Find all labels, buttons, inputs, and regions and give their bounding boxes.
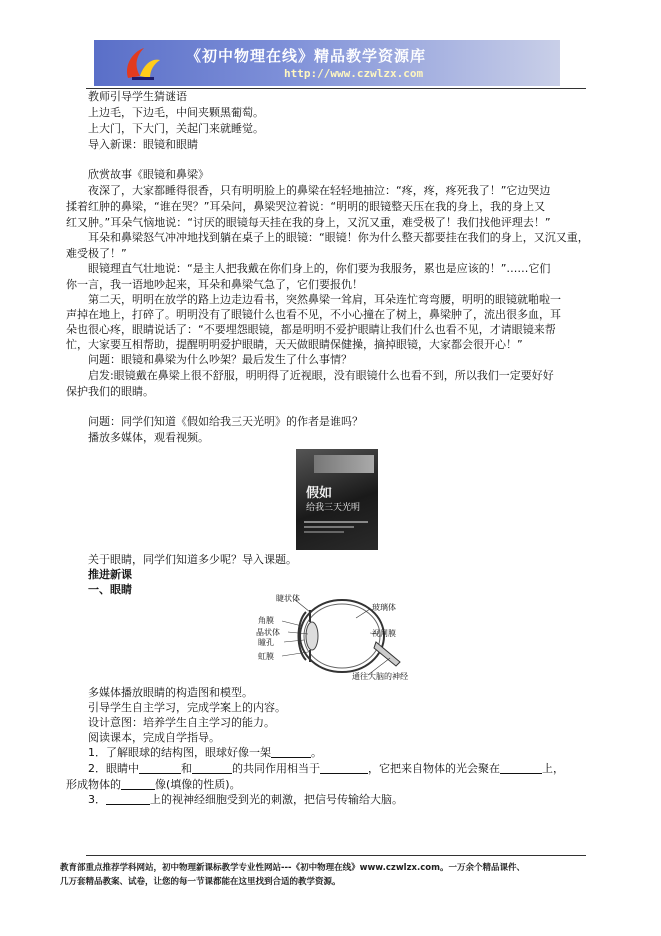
question-2-blank-3[interactable] (320, 761, 368, 774)
riddle-line-1: 上边毛，下边毛，中间夹颗黑葡萄。 (88, 106, 264, 119)
banner-url: http://www.czwlzx.com (284, 67, 424, 80)
book-cover-rule-3 (304, 531, 344, 533)
question-2-text-d: ，它把来自物体的光会聚在 (368, 762, 500, 775)
riddle-intro: 教师引导学生猜谜语 (88, 90, 187, 103)
question-2-text-g: 像(填像的性质)。 (155, 778, 241, 791)
story-p2-line2: 难受极了！” (66, 247, 127, 260)
book-question: 问题：同学们知道《假如给我三天光明》的作者是谁吗？ (88, 415, 363, 428)
footer-divider (86, 855, 586, 856)
label-cornea: 角膜 (258, 616, 274, 625)
question-3-text-a: 3． (88, 793, 106, 806)
activity-line-4: 阅读课本，完成自学指导。 (88, 731, 220, 744)
story-insight-line1: 启发:眼镜戴在鼻梁上很不舒服，明明得了近视眼，没有眼镜什么也看不到，所以我们一定要好好 (88, 369, 554, 382)
label-pupil: 瞳孔 (258, 638, 274, 647)
question-2-text-a: 2．眼睛中 (88, 762, 139, 775)
new-lesson-heading: 推进新课 (88, 568, 132, 581)
book-followup: 关于眼睛，同学们知道多少呢？导入课题。 (88, 553, 297, 566)
story-p1-line1: 夜深了，大家都睡得很香，只有明明脸上的鼻梁在轻轻地抽泣：“疼，疼，疼死我了！”它边哭边 (88, 184, 551, 197)
story-p1-line3: 红又肿。”耳朵气恼地说：“讨厌的眼镜每天挂在我的身上，又沉又重，难受极了！我们找他评理去！” (66, 216, 551, 229)
question-1-blank[interactable] (271, 745, 311, 758)
story-question: 问题：眼镜和鼻梁为什么吵架？最后发生了什么事情？ (88, 353, 352, 366)
question-2-blank-4[interactable] (500, 761, 542, 774)
story-heading: 欣赏故事《眼镜和鼻梁》 (88, 168, 209, 181)
question-1-text: 1．了解眼球的结构图，眼球好像一架 (88, 746, 271, 759)
label-lens: 晶状体 (256, 628, 280, 637)
story-p4-line4: 忙，大家要互相帮助，提醒明明爱护眼睛，天天做眼睛保健操，摘掉眼镜，大家都会很开心！” (66, 338, 523, 351)
question-2-text-c: 的共同作用相当于 (232, 762, 320, 775)
question-2-text-b: 和 (181, 762, 192, 775)
story-p3-line1: 眼镜理直气壮地说：“是主人把我戴在你们身上的，你们要为我服务，累也是应该的！”……它们 (88, 262, 551, 275)
question-2-cont (66, 777, 241, 793)
question-3-text-b: 上的视神经细胞受到光的刺激，把信号传输给大脑。 (150, 793, 403, 806)
label-vitreous: 玻璃体 (372, 603, 396, 612)
story-p1-line2: 揉着红肿的鼻梁，“谁在哭？”耳朵问，鼻梁哭泣着说：“明明的眼镜整天压在我的身上，我的身上又 (66, 200, 546, 213)
footer-line-2: 几万套精品教案、试卷，让您的每一节课都能在这里找到合适的教学资源。 (60, 877, 341, 887)
book-cover-title-2: 给我三天光明 (306, 503, 361, 513)
activity-line-1: 多媒体播放眼睛的构造图和模型。 (88, 686, 253, 699)
story-p4-line3: 朵也很心疼，眼睛说话了：“不要埋怨眼镜，都是明明不爱护眼睛让我们什么也看不见，才请眼镜来帮 (66, 323, 556, 336)
question-2-blank-2[interactable] (192, 761, 232, 774)
label-iris: 虹膜 (258, 652, 274, 661)
label-ciliary-body: 睫状体 (276, 594, 300, 603)
banner-title: 《初中物理在线》精品教学资源库 (186, 47, 427, 65)
question-1 (88, 745, 322, 761)
question-2-blank-1[interactable] (139, 761, 181, 774)
story-p2-line1: 耳朵和鼻梁怒气冲冲地找到躺在桌子上的眼镜：“眼镜！你为什么整天都要挂在我们的身上，又沉又重， (88, 231, 589, 244)
question-3-blank[interactable] (106, 792, 150, 805)
story-p4-line2: 声掉在地上，打碎了。明明没有了眼镜什么也看不见，不小心撞在了树上，鼻梁肿了，流出很多血，耳 (66, 308, 561, 321)
story-p3-line2: 你一言，我一语地吵起来，耳朵和鼻梁气急了，它们要报仇！ (66, 278, 363, 291)
footer-line-1: 教育部重点推荐学科网站，初中物理新课标教学专业性网站---《初中物理在线》www.czwlzx.com。一万余个精品课件、 (60, 863, 525, 873)
section-eye-heading: 一、眼睛 (88, 583, 132, 596)
label-optic-nerve: 通往大脑的神经 (352, 672, 408, 681)
story-p4-line1: 第二天，明明在放学的路上边走边看书，突然鼻梁一耸肩，耳朵连忙弯弯腰，明明的眼镜就啪啦一 (88, 293, 561, 306)
book-cover-rule-2 (304, 526, 354, 528)
book-cover-rule-1 (304, 521, 368, 523)
label-retina: 视网膜 (372, 629, 396, 638)
question-3 (88, 792, 403, 808)
new-lesson-intro: 导入新课：眼镜和眼睛 (88, 138, 198, 151)
question-2-blank-5[interactable] (121, 777, 155, 790)
book-cover-title-1: 假如 (306, 486, 333, 501)
book-cover-light (314, 455, 374, 473)
book-cover-image (296, 449, 378, 550)
question-1-end: 。 (311, 746, 322, 759)
header-banner (94, 40, 560, 86)
activity-line-3: 设计意图：培养学生自主学习的能力。 (88, 716, 275, 729)
question-2 (88, 761, 564, 777)
site-logo-icon (122, 44, 162, 82)
story-insight-line2: 保护我们的眼睛。 (66, 385, 154, 398)
book-media-note: 播放多媒体，观看视频。 (88, 431, 209, 444)
activity-line-2: 引导学生自主学习，完成学案上的内容。 (88, 701, 286, 714)
riddle-line-2: 上大门，下大门，关起门来就睡觉。 (88, 122, 264, 135)
question-2-text-f: 形成物体的 (66, 778, 121, 791)
question-2-text-e: 上， (542, 762, 564, 775)
